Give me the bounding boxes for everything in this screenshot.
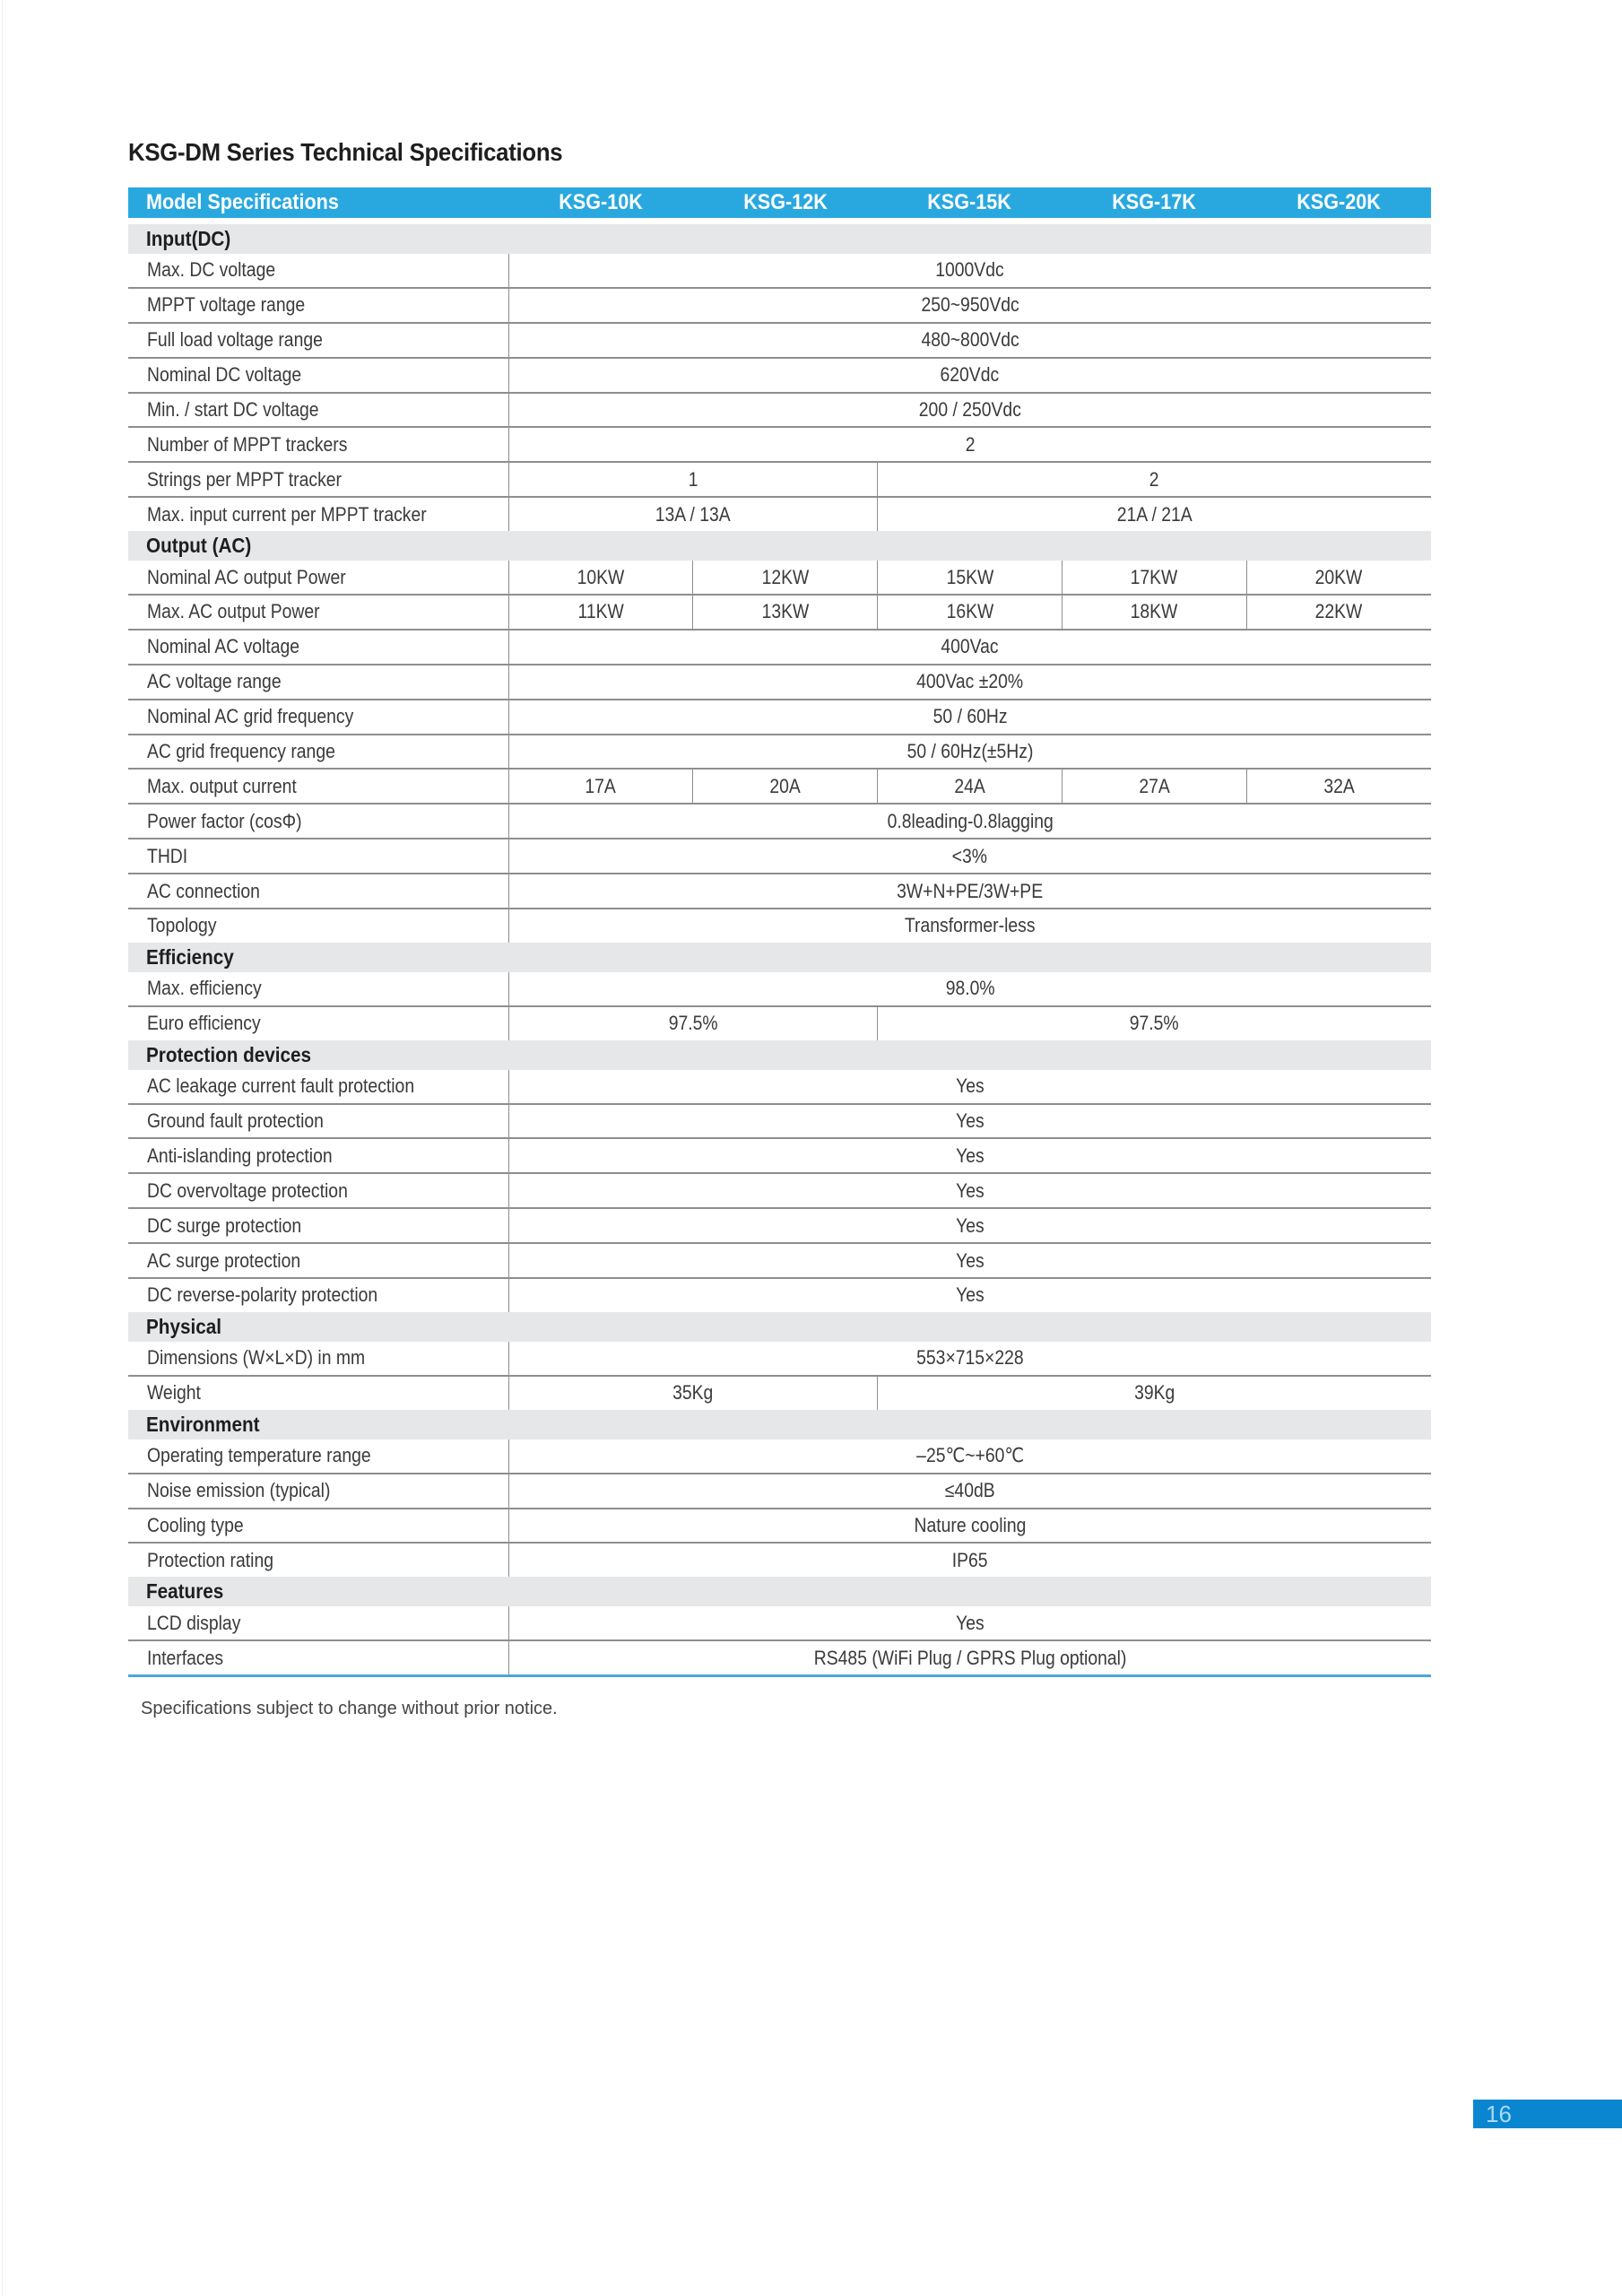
section-header-row	[128, 222, 1431, 255]
spec-value-cell	[1062, 595, 1246, 630]
table-row	[128, 1509, 1431, 1544]
spec-value: 200 / 250Vdc	[918, 398, 1021, 421]
spec-value-cell	[508, 630, 1431, 665]
spec-value: Yes	[955, 1248, 984, 1272]
table-row	[128, 323, 1431, 358]
spec-label: Nominal DC voltage	[147, 363, 302, 387]
table-row	[128, 254, 1431, 288]
spec-label: Topology	[147, 914, 217, 937]
spec-value: 20KW	[1314, 565, 1363, 588]
header-label-text: Model Specifications	[146, 190, 339, 214]
spec-label-cell	[128, 769, 508, 804]
spec-value-cell	[508, 1342, 1431, 1376]
spec-value: ≤40dB	[944, 1479, 995, 1502]
header-label	[128, 187, 508, 222]
spec-label-cell	[128, 1509, 508, 1544]
table-row	[128, 839, 1431, 874]
spec-value: 98.0%	[945, 977, 995, 1000]
spec-value-cell	[508, 497, 878, 531]
spec-value: 620Vdc	[940, 363, 1000, 387]
spec-label: Nominal AC output Power	[147, 565, 346, 588]
section-title: Efficiency	[146, 944, 234, 969]
spec-value: 3W+N+PE/3W+PE	[897, 879, 1044, 902]
spec-value-cell	[1062, 561, 1246, 595]
spec-value-cell	[508, 1070, 1431, 1104]
spec-value-cell	[508, 254, 1431, 288]
section-header-row	[128, 1312, 1431, 1342]
table-row	[128, 735, 1431, 770]
spec-value: Nature cooling	[914, 1513, 1027, 1536]
spec-label-cell	[128, 839, 508, 874]
spec-label-cell	[128, 1278, 508, 1312]
spec-value: Transformer-less	[904, 914, 1036, 937]
spec-label: Max. DC voltage	[147, 258, 276, 282]
table-row	[128, 1342, 1431, 1376]
spec-value: 13KW	[761, 600, 810, 623]
spec-label-cell	[128, 1070, 508, 1104]
spec-label: Interfaces	[147, 1646, 224, 1669]
spec-value: 22KW	[1314, 600, 1363, 623]
spec-value-cell	[878, 769, 1063, 804]
spec-value: Yes	[955, 1213, 984, 1237]
spec-label-cell	[128, 630, 508, 665]
spec-label-cell	[128, 665, 508, 700]
spec-value: Yes	[955, 1074, 984, 1098]
spec-table-body	[128, 222, 1431, 1676]
spec-value: Yes	[955, 1283, 984, 1307]
spec-value: RS485 (WiFi Plug / GPRS Plug optional)	[813, 1646, 1127, 1669]
section-header-row	[128, 1410, 1431, 1439]
spec-label-cell	[128, 1243, 508, 1278]
table-row	[128, 1439, 1431, 1474]
spec-value-cell	[508, 769, 693, 804]
spec-value-cell	[508, 595, 693, 630]
spec-label-cell	[128, 972, 508, 1006]
footnote: Specifications subject to change without prior notice.	[141, 1699, 558, 1718]
spec-value: Yes	[955, 1109, 984, 1133]
spec-value: 97.5%	[1130, 1012, 1179, 1035]
spec-value-cell	[508, 1640, 1431, 1675]
spec-label: LCD display	[147, 1611, 241, 1634]
table-row	[128, 972, 1431, 1006]
spec-label: Nominal AC voltage	[147, 635, 300, 658]
spec-label-cell	[128, 288, 508, 323]
spec-label-cell	[128, 1173, 508, 1208]
spec-value: 15KW	[946, 565, 993, 588]
spec-value-cell	[693, 769, 878, 804]
spec-value-cell	[878, 497, 1431, 531]
section-header	[128, 222, 1431, 255]
spec-label: Max. input current per MPPT tracker	[147, 502, 427, 526]
spec-value: 12KW	[761, 565, 810, 588]
spec-value-cell	[508, 735, 1431, 770]
spec-label: Max. AC output Power	[147, 600, 320, 623]
table-row	[128, 427, 1431, 462]
spec-label-cell	[128, 254, 508, 288]
header-model	[1062, 187, 1246, 222]
spec-value: 2	[965, 432, 976, 456]
spec-value-cell	[693, 561, 878, 595]
spec-value-cell	[508, 462, 878, 497]
table-row	[128, 462, 1431, 497]
section-header-row	[128, 1040, 1431, 1070]
section-title: Protection devices	[146, 1042, 312, 1066]
spec-value-cell	[508, 909, 1431, 943]
spec-label-cell	[128, 700, 508, 735]
spec-label-cell	[128, 595, 508, 630]
spec-value: 32A	[1323, 774, 1355, 797]
spec-value-cell	[508, 1104, 1431, 1139]
section-title: Output (AC)	[146, 534, 252, 558]
spec-table	[128, 187, 1431, 1677]
spec-label: Anti-islanding protection	[147, 1144, 333, 1167]
spec-label: Nominal AC grid frequency	[147, 705, 354, 728]
spec-label: AC voltage range	[147, 670, 282, 693]
spec-value-cell	[508, 1278, 1431, 1312]
spec-value-cell	[878, 1006, 1431, 1040]
spec-value-cell	[508, 323, 1431, 358]
spec-value-cell	[508, 1509, 1431, 1544]
spec-value: Yes	[955, 1144, 984, 1167]
spec-label: THDI	[147, 844, 188, 867]
spec-label: MPPT voltage range	[147, 293, 306, 317]
spec-value-cell	[508, 1243, 1431, 1278]
spec-label: AC grid frequency range	[147, 740, 335, 763]
spec-value: 17KW	[1130, 565, 1178, 588]
spec-label-cell	[128, 323, 508, 358]
spec-label-cell	[128, 1606, 508, 1640]
spec-value-cell	[508, 358, 1431, 393]
spec-label-cell	[128, 1006, 508, 1040]
table-row	[128, 1543, 1431, 1577]
spec-value-cell	[508, 665, 1431, 700]
table-header-row	[128, 187, 1431, 222]
section-title: Physical	[146, 1314, 222, 1338]
table-row	[128, 769, 1431, 804]
spec-value: 11KW	[577, 600, 624, 623]
spec-label-cell	[128, 1208, 508, 1243]
spec-value: –25℃~+60℃	[915, 1444, 1024, 1467]
spec-value-cell	[508, 1006, 878, 1040]
spec-value-cell	[508, 1208, 1431, 1243]
table-row	[128, 1606, 1431, 1640]
spec-value: 18KW	[1130, 600, 1178, 623]
spec-value: 0.8leading-0.8lagging	[887, 809, 1054, 832]
spec-value: 13A / 13A	[655, 502, 731, 526]
spec-value: 400Vac	[941, 635, 999, 658]
spec-value: 27A	[1139, 774, 1170, 797]
spec-label: Power factor (cosΦ)	[147, 809, 302, 832]
spec-label-cell	[128, 561, 508, 595]
table-row	[128, 804, 1431, 839]
spec-value: IP65	[951, 1548, 988, 1571]
spec-value-cell	[1246, 561, 1431, 595]
spec-value: 1	[688, 467, 698, 491]
spec-label: DC reverse-polarity protection	[147, 1283, 378, 1307]
spec-value: <3%	[952, 844, 988, 867]
spec-value-cell	[508, 804, 1431, 839]
spec-value-cell	[508, 700, 1431, 735]
spec-value: 16KW	[946, 600, 993, 623]
header-model	[508, 187, 693, 222]
spec-label: Number of MPPT trackers	[147, 432, 348, 456]
table-row	[128, 1104, 1431, 1139]
spec-value-cell	[508, 1606, 1431, 1640]
spec-label: DC overvoltage protection	[147, 1178, 348, 1202]
spec-label: AC surge protection	[147, 1248, 301, 1272]
spec-value: Yes	[955, 1178, 984, 1202]
spec-label-cell	[128, 1138, 508, 1173]
spec-label: Dimensions (W×L×D) in mm	[147, 1346, 366, 1370]
table-row	[128, 393, 1431, 428]
spec-value-cell	[508, 393, 1431, 428]
spec-label-cell	[128, 1376, 508, 1410]
spec-label-cell	[128, 1474, 508, 1509]
spec-value: 400Vac ±20%	[916, 670, 1024, 693]
spec-value: 553×715×228	[915, 1346, 1024, 1370]
table-row	[128, 1278, 1431, 1312]
spec-value: 35Kg	[672, 1381, 714, 1405]
table-row	[128, 358, 1431, 393]
spec-label-cell	[128, 462, 508, 497]
table-row	[128, 497, 1431, 531]
spec-value-cell	[508, 1474, 1431, 1509]
spec-label-cell	[128, 874, 508, 909]
spec-value-cell	[878, 1376, 1431, 1410]
table-row	[128, 630, 1431, 665]
section-header-row	[128, 943, 1431, 972]
spec-label: Noise emission (typical)	[147, 1479, 331, 1502]
spec-label: Operating temperature range	[147, 1444, 371, 1467]
spec-value: 24A	[954, 774, 985, 797]
spec-label: Cooling type	[147, 1513, 244, 1536]
spec-value: 10KW	[577, 565, 625, 588]
section-title: Input(DC)	[146, 227, 231, 250]
spec-label: Max. output current	[147, 774, 297, 797]
spec-value-cell	[878, 462, 1431, 497]
spec-value: Yes	[955, 1611, 984, 1634]
section-header	[128, 943, 1431, 972]
section-header	[128, 1577, 1431, 1606]
spec-value-cell	[878, 595, 1063, 630]
spec-label: Weight	[147, 1381, 201, 1405]
spec-label-cell	[128, 909, 508, 943]
table-row	[128, 874, 1431, 909]
spec-value-cell	[508, 561, 693, 595]
section-header	[128, 1312, 1431, 1342]
spec-value-cell	[508, 972, 1431, 1006]
table-row	[128, 1138, 1431, 1173]
spec-value: 50 / 60Hz(±5Hz)	[906, 740, 1034, 763]
spec-value-cell	[508, 288, 1431, 323]
spec-label-cell	[128, 1640, 508, 1675]
header-model-text: KSG-20K	[1297, 190, 1381, 214]
spec-label: Ground fault protection	[147, 1109, 324, 1133]
spec-value-cell	[1246, 769, 1431, 804]
page-title: KSG-DM Series Technical Specifications	[128, 138, 563, 166]
spec-value: 250~950Vdc	[921, 293, 1019, 317]
header-model	[693, 187, 878, 222]
header-model-text: KSG-17K	[1112, 190, 1197, 214]
table-row	[128, 1640, 1431, 1675]
header-model	[878, 187, 1063, 222]
spec-label: AC connection	[147, 879, 260, 902]
header-model-text: KSG-10K	[559, 190, 643, 214]
table-row	[128, 1208, 1431, 1243]
spec-label-cell	[128, 804, 508, 839]
section-title: Features	[146, 1579, 224, 1604]
table-row	[128, 1070, 1431, 1104]
spec-label-cell	[128, 358, 508, 393]
spec-label-cell	[128, 735, 508, 770]
table-row	[128, 909, 1431, 943]
spec-value-cell	[508, 839, 1431, 874]
spec-value: 21A / 21A	[1116, 502, 1193, 526]
spec-value: 50 / 60Hz	[932, 705, 1008, 728]
spec-value-cell	[508, 1376, 878, 1410]
spec-label: Min. / start DC voltage	[147, 398, 319, 421]
spec-value: 2	[1149, 467, 1159, 491]
spec-value-cell	[508, 1439, 1431, 1474]
spec-value: 17A	[585, 774, 617, 797]
spec-label: DC surge protection	[147, 1213, 302, 1237]
table-row	[128, 1173, 1431, 1208]
table-row	[128, 1376, 1431, 1410]
spec-label: Protection rating	[147, 1548, 273, 1571]
section-header	[128, 1040, 1431, 1070]
page-edge	[2, 0, 3, 2296]
page-number-badge	[1473, 2100, 1622, 2128]
spec-label: Max. efficiency	[147, 977, 262, 1000]
table-row	[128, 1243, 1431, 1278]
header-model-text: KSG-12K	[742, 190, 828, 214]
table-row	[128, 1006, 1431, 1040]
header-model	[1246, 187, 1431, 222]
table-row	[128, 665, 1431, 700]
spec-label-cell	[128, 1543, 508, 1577]
spec-label: Full load voltage range	[147, 328, 323, 352]
spec-label: AC leakage current fault protection	[147, 1074, 415, 1098]
section-header	[128, 531, 1431, 561]
page-number: 16	[1486, 2100, 1512, 2127]
table-row	[128, 561, 1431, 595]
spec-label-cell	[128, 427, 508, 462]
spec-label-cell	[128, 1342, 508, 1376]
spec-value-cell	[508, 427, 1431, 462]
spec-label-cell	[128, 1439, 508, 1474]
section-header	[128, 1410, 1431, 1439]
spec-value-cell	[508, 874, 1431, 909]
spec-value-cell	[1062, 769, 1246, 804]
spec-value: 97.5%	[668, 1012, 718, 1035]
spec-label-cell	[128, 393, 508, 428]
spec-label: Strings per MPPT tracker	[147, 467, 342, 491]
spec-value-cell	[1246, 595, 1431, 630]
spec-label-cell	[128, 497, 508, 531]
spec-value-cell	[508, 1543, 1431, 1577]
table-row	[128, 595, 1431, 630]
section-header-row	[128, 1577, 1431, 1606]
section-title: Environment	[146, 1412, 260, 1436]
spec-value: 20A	[769, 774, 801, 797]
spec-label-cell	[128, 1104, 508, 1139]
spec-value: 1000Vdc	[935, 258, 1004, 282]
table-row	[128, 1474, 1431, 1509]
spec-value-cell	[508, 1173, 1431, 1208]
spec-value: 39Kg	[1133, 1381, 1175, 1405]
spec-label: Euro efficiency	[147, 1012, 261, 1035]
section-header-row	[128, 531, 1431, 561]
table-row	[128, 288, 1431, 323]
spec-value-cell	[693, 595, 878, 630]
spec-value-cell	[508, 1138, 1431, 1173]
spec-value-cell	[878, 561, 1063, 595]
table-row	[128, 700, 1431, 735]
spec-value: 480~800Vdc	[921, 328, 1019, 352]
header-model-text: KSG-15K	[927, 190, 1012, 214]
